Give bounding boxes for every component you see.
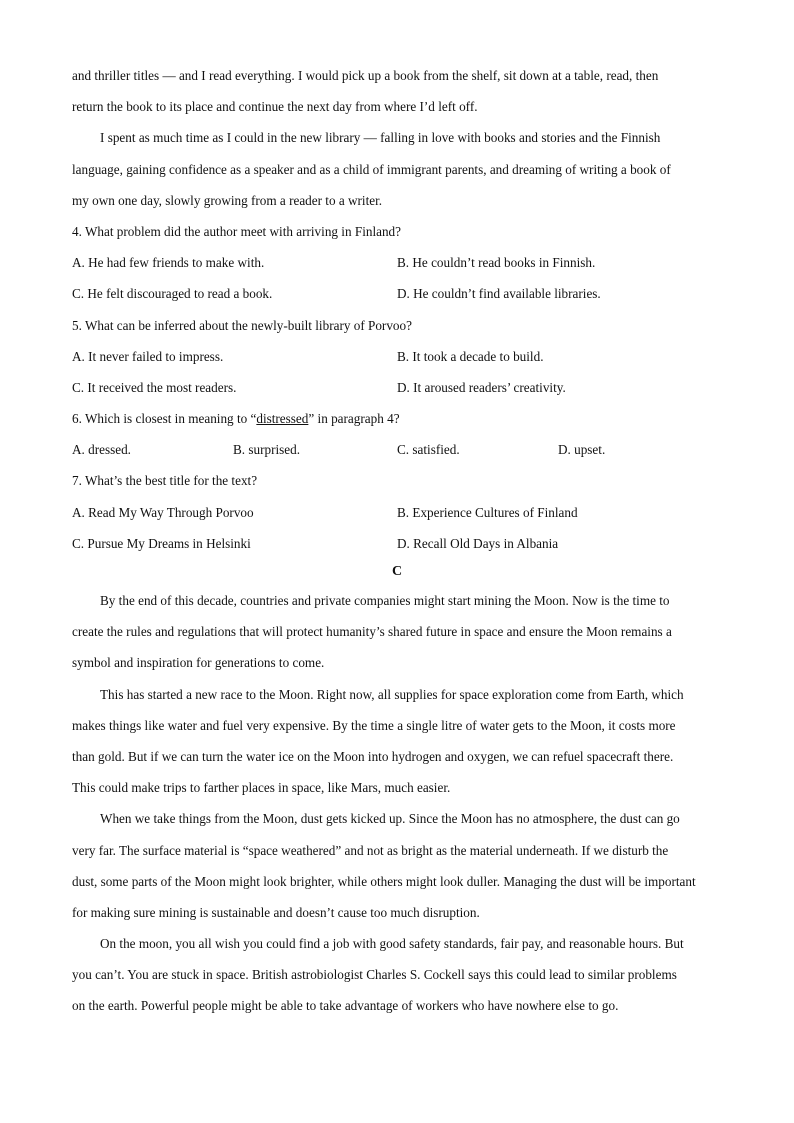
option-row (72, 372, 722, 403)
option-a: A. dressed. (72, 442, 131, 458)
text-line: By the end of this decade, countries and private companies might start mining the Moon. Now is the time to (100, 593, 670, 608)
option-row (72, 278, 722, 309)
question-stem: 5. What can be inferred about the newly-built library of Porvoo? (72, 317, 412, 333)
question-stem: 7. What’s the best title for the text? (72, 473, 258, 489)
option-row (72, 341, 722, 372)
option-a: A. It never failed to impress. (72, 348, 224, 364)
option-a: A. He had few friends to make with. (72, 255, 265, 271)
stem-after: ” in paragraph 4? (308, 411, 400, 427)
question-stem (72, 403, 722, 434)
stem-before: 6. Which is closest in meaning to “ (72, 411, 257, 427)
text-line: makes things like water and fuel very expensive. By the time a single litre of water gets to the Moon, it costs more (72, 717, 676, 733)
text-line: than gold. But if we can turn the water ice on the Moon into hydrogen and oxygen, we can refuel spacecraft there. (72, 748, 674, 764)
option-row (72, 528, 722, 559)
text-line: I spent as much time as I could in the new library — falling in love with books and stories and the Finnish (100, 130, 661, 146)
option-row (72, 434, 722, 465)
option-b: B. It took a decade to build. (397, 348, 544, 364)
section-c-paragraph-4 (72, 928, 722, 1022)
section-c-paragraph-1 (72, 585, 722, 679)
section-c-paragraph-3 (72, 803, 722, 928)
option-d: D. upset. (558, 442, 606, 458)
option-d: D. It aroused readers’ creativity. (397, 379, 566, 395)
section-c-paragraph-2 (72, 679, 722, 804)
text-line: create the rules and regulations that will protect humanity’s shared future in space and ensure the Moon remains a (72, 624, 672, 640)
text-line: for making sure mining is sustainable and doesn’t cause too much disruption. (72, 904, 480, 920)
text-line: return the book to its place and continue the next day from where I’d left off. (72, 99, 478, 115)
question-stem: 4. What problem did the author meet with arriving in Finland? (72, 223, 402, 239)
option-c: C. He felt discouraged to read a book. (72, 286, 273, 302)
text-line: symbol and inspiration for generations to come. (72, 655, 325, 671)
passage-b-paragraph-2 (72, 122, 722, 216)
text-line: on the earth. Powerful people might be able to take advantage of workers who have nowhere else to go. (72, 998, 619, 1014)
text-line: my own one day, slowly growing from a reader to a writer. (72, 192, 383, 208)
text-line: very far. The surface material is “space weathered” and not as bright as the material underneath. If we disturb the (72, 842, 669, 858)
question-4 (72, 216, 722, 310)
text-line: This has started a new race to the Moon. Right now, all supplies for space exploration come from Earth, which (100, 686, 684, 702)
option-b: B. He couldn’t read books in Finnish. (397, 255, 596, 271)
option-d: D. Recall Old Days in Albania (397, 535, 559, 551)
text-line: and thriller titles — and I read everything. I would pick up a book from the shelf, sit down at a table, read, then (72, 68, 659, 83)
question-5 (72, 310, 722, 404)
text-line: dust, some parts of the Moon might look brighter, while others might look duller. Managing the dust will be important (72, 873, 696, 889)
question-7 (72, 465, 722, 559)
text-line: On the moon, you all wish you could find a job with good safety standards, fair pay, and reasonable hours. But (100, 936, 684, 952)
option-a: A. Read My Way Through Porvoo (72, 504, 254, 520)
document-page (72, 60, 722, 1022)
option-d: D. He couldn’t find available libraries. (397, 286, 601, 302)
passage-b-paragraph-1 (72, 60, 722, 122)
option-b: B. surprised. (233, 442, 301, 458)
section-title: C (391, 564, 403, 579)
option-c: C. satisfied. (397, 442, 460, 458)
option-b: B. Experience Cultures of Finland (397, 504, 578, 520)
option-c: C. Pursue My Dreams in Helsinki (72, 535, 251, 551)
text-line: you can’t. You are stuck in space. British astrobiologist Charles S. Cockell says this could lead to similar problems (72, 967, 677, 983)
text-line: When we take things from the Moon, dust gets kicked up. Since the Moon has no atmosphere, the dust can go (100, 811, 680, 827)
option-row (72, 497, 722, 528)
question-6 (72, 403, 722, 465)
option-row (72, 247, 722, 278)
text-line: This could make trips to farther places in space, like Mars, much easier. (72, 780, 451, 796)
option-c: C. It received the most readers. (72, 379, 237, 395)
text-line: language, gaining confidence as a speaker and as a child of immigrant parents, and dreaming of writing a book of (72, 161, 671, 177)
underlined-word: distressed (256, 411, 309, 427)
